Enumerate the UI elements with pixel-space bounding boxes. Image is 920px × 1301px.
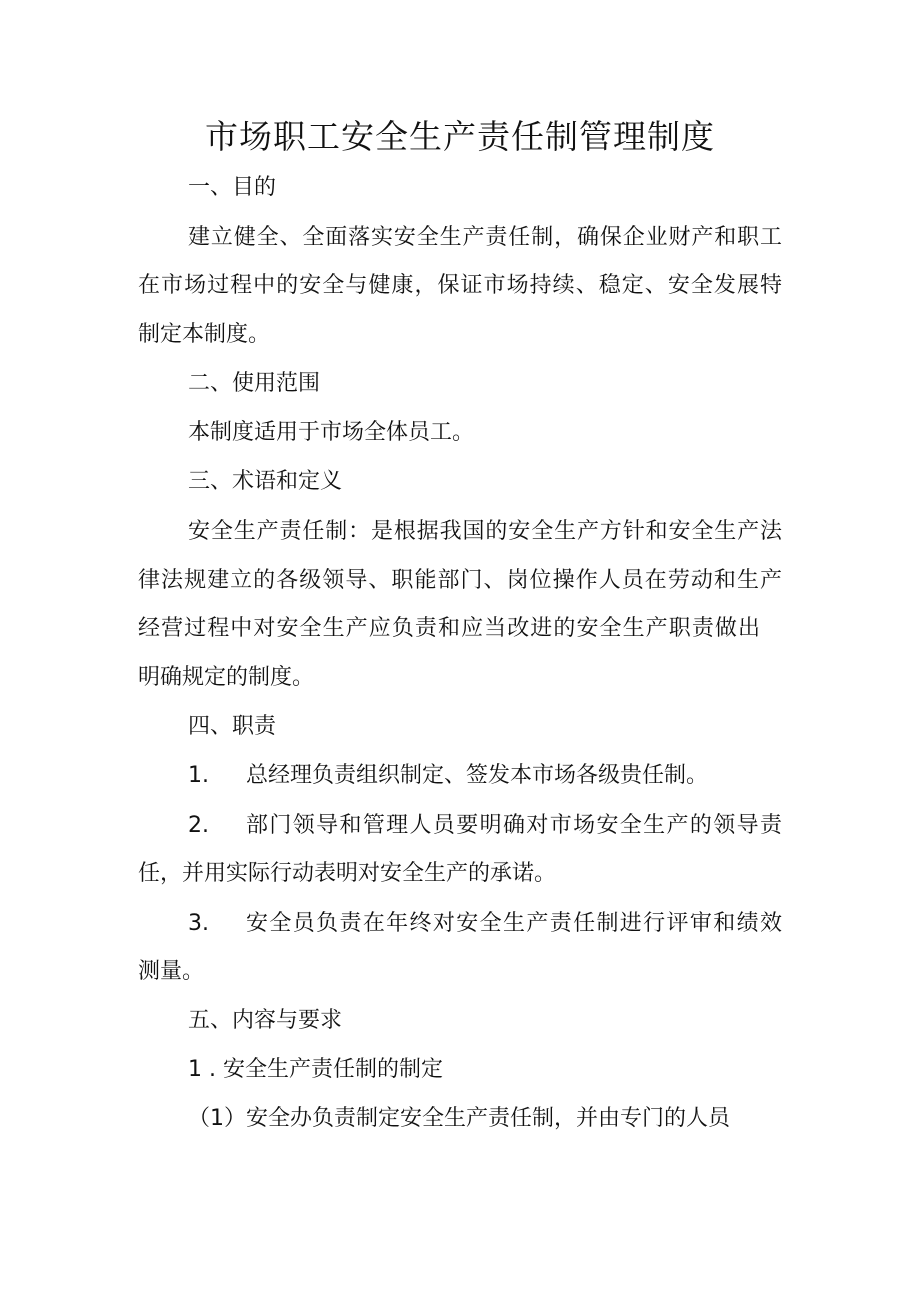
paragraph-line: 明确规定的制度。 [138, 665, 315, 690]
paragraph-line: 安全生产责任制：是根据我国的安全生产方针和安全生产法 [188, 519, 782, 544]
section-heading-scope: 二、使用范围 [188, 371, 321, 396]
duty-item-number: 3. [188, 911, 209, 936]
section-heading-purpose: 一、目的 [188, 175, 277, 200]
paragraph-line: 本制度适用于市场全体员工。 [188, 420, 475, 445]
section-heading-terms: 三、术语和定义 [188, 469, 343, 494]
duty-item-continuation: 测量。 [138, 959, 205, 984]
paragraph-line: 经营过程中对安全生产应负责和应当改进的安全生产职责做出 [138, 616, 760, 641]
duty-item-text: 部门领导和管理人员要明确对市场安全生产的领导责 [246, 813, 782, 838]
paragraph-line: 建立健全、全面落实安全生产责任制，确保企业财产和职工 [188, 225, 782, 250]
duty-item [188, 810, 782, 842]
duty-item-continuation: 任，并用实际行动表明对安全生产的承诺。 [138, 861, 557, 886]
duty-item-text: 安全员负责在年终对安全生产责任制进行评审和绩效 [246, 911, 782, 936]
duty-item-text: 总经理负责组织制定、签发本市场各级贵任制。 [246, 763, 709, 788]
paragraph-line: 制定本制度。 [138, 322, 271, 347]
duty-item-number: 2. [188, 813, 209, 838]
section-heading-duties: 四、职责 [188, 714, 277, 739]
paragraph-line: 在市场过程中的安全与健康，保证市场持续、稳定、安全发展特 [138, 273, 782, 298]
document-title: 市场职工安全生产责任制管理制度 [205, 117, 715, 156]
subsection-heading: 1 . 安全生产责任制的制定 [188, 1057, 443, 1082]
content-item: （1）安全办负责制定安全生产责任制，并由专门的人员 [188, 1106, 730, 1131]
section-heading-content: 五、内容与要求 [188, 1008, 343, 1033]
duty-item [188, 908, 782, 940]
duty-item [188, 760, 708, 792]
paragraph-line: 律法规建立的各级领导、职能部门、岗位操作人员在劳动和生产 [138, 568, 782, 593]
duty-item-number: 1. [188, 763, 209, 788]
